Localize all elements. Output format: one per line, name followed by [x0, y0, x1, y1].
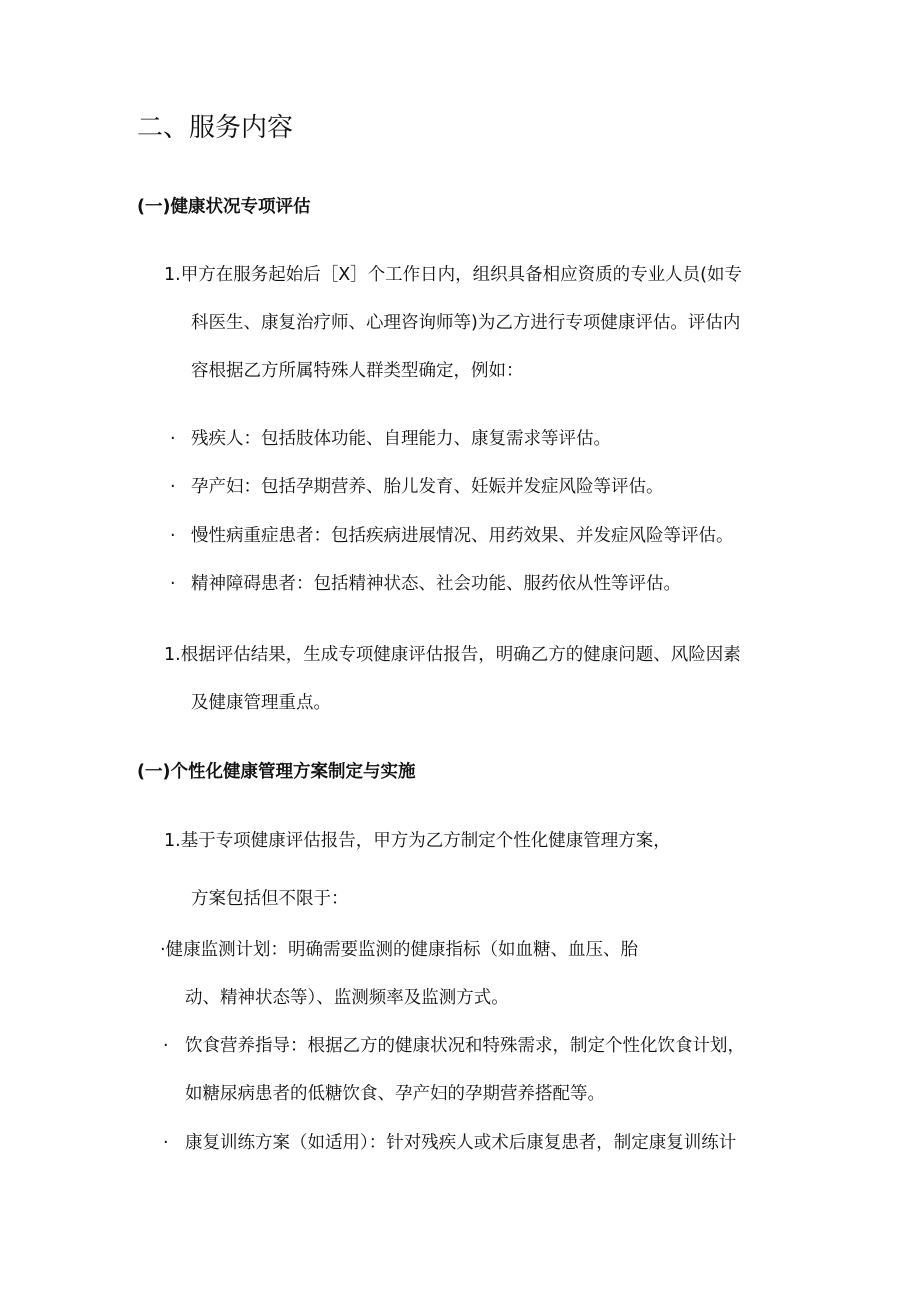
- part1-item2-line1: 1.根据评估结果，生成专项健康评估报告，明确乙方的健康问题、风险因素: [164, 645, 741, 665]
- part1-item1-line2: 科医生、康复治疗师、心理咨询师等)为乙方进行专项健康评估。评估内: [191, 313, 741, 333]
- bullet-marker: ·: [170, 526, 176, 546]
- bullet-item-mental: 精神障碍患者：包括精神状态、社会功能、服药依从性等评估。: [191, 574, 681, 594]
- part2-item1-line1: 1.基于专项健康评估报告，甲方为乙方制定个性化健康管理方案，: [164, 831, 671, 851]
- part1-item2-line2: 及健康管理重点。: [191, 693, 331, 713]
- bullet-item-disabled: 残疾人：包括肢体功能、自理能力、康复需求等评估。: [191, 429, 611, 449]
- bullet-diet-line1: 饮食营养指导：根据乙方的健康状况和特殊需求，制定个性化饮食计划，: [185, 1036, 745, 1056]
- section-title: 二、服务内容: [137, 113, 294, 143]
- bullet-marker: ·: [163, 1133, 169, 1153]
- bullet-marker: ·: [170, 574, 176, 594]
- bullet-diet-line2: 如糖尿病患者的低糖饮食、孕产妇的孕期营养搭配等。: [185, 1084, 605, 1104]
- part2-item1-line2: 方案包括但不限于：: [191, 889, 349, 909]
- bullet-rehab-line1: 康复训练方案（如适用）：针对残疾人或术后康复患者，制定康复训练计: [185, 1133, 737, 1153]
- part1-item1-line1: 1.甲方在服务起始后［X］个工作日内，组织具备相应资质的专业人员(如专: [164, 265, 743, 285]
- bullet-marker: ·: [170, 429, 176, 449]
- part1-item1-line3: 容根据乙方所属特殊人群类型确定，例如：: [191, 361, 524, 381]
- bullet-item-chronic: 慢性病重症患者：包括疾病进展情况、用药效果、并发症风险等评估。: [191, 526, 734, 546]
- bullet-marker: ·: [170, 477, 176, 497]
- bullet-monitoring-line1: ·健康监测计划：明确需要监测的健康指标（如血糖、血压、胎: [160, 940, 639, 960]
- bullet-item-pregnant: 孕产妇：包括孕期营养、胎儿发育、妊娠并发症风险等评估。: [191, 477, 664, 497]
- part1-heading: (一)健康状况专项评估: [137, 197, 311, 217]
- bullet-monitoring-line2: 动、精神状态等）、监测频率及监测方式。: [185, 988, 509, 1008]
- part2-heading: (一)个性化健康管理方案制定与实施: [137, 762, 416, 782]
- bullet-marker: ·: [163, 1036, 169, 1056]
